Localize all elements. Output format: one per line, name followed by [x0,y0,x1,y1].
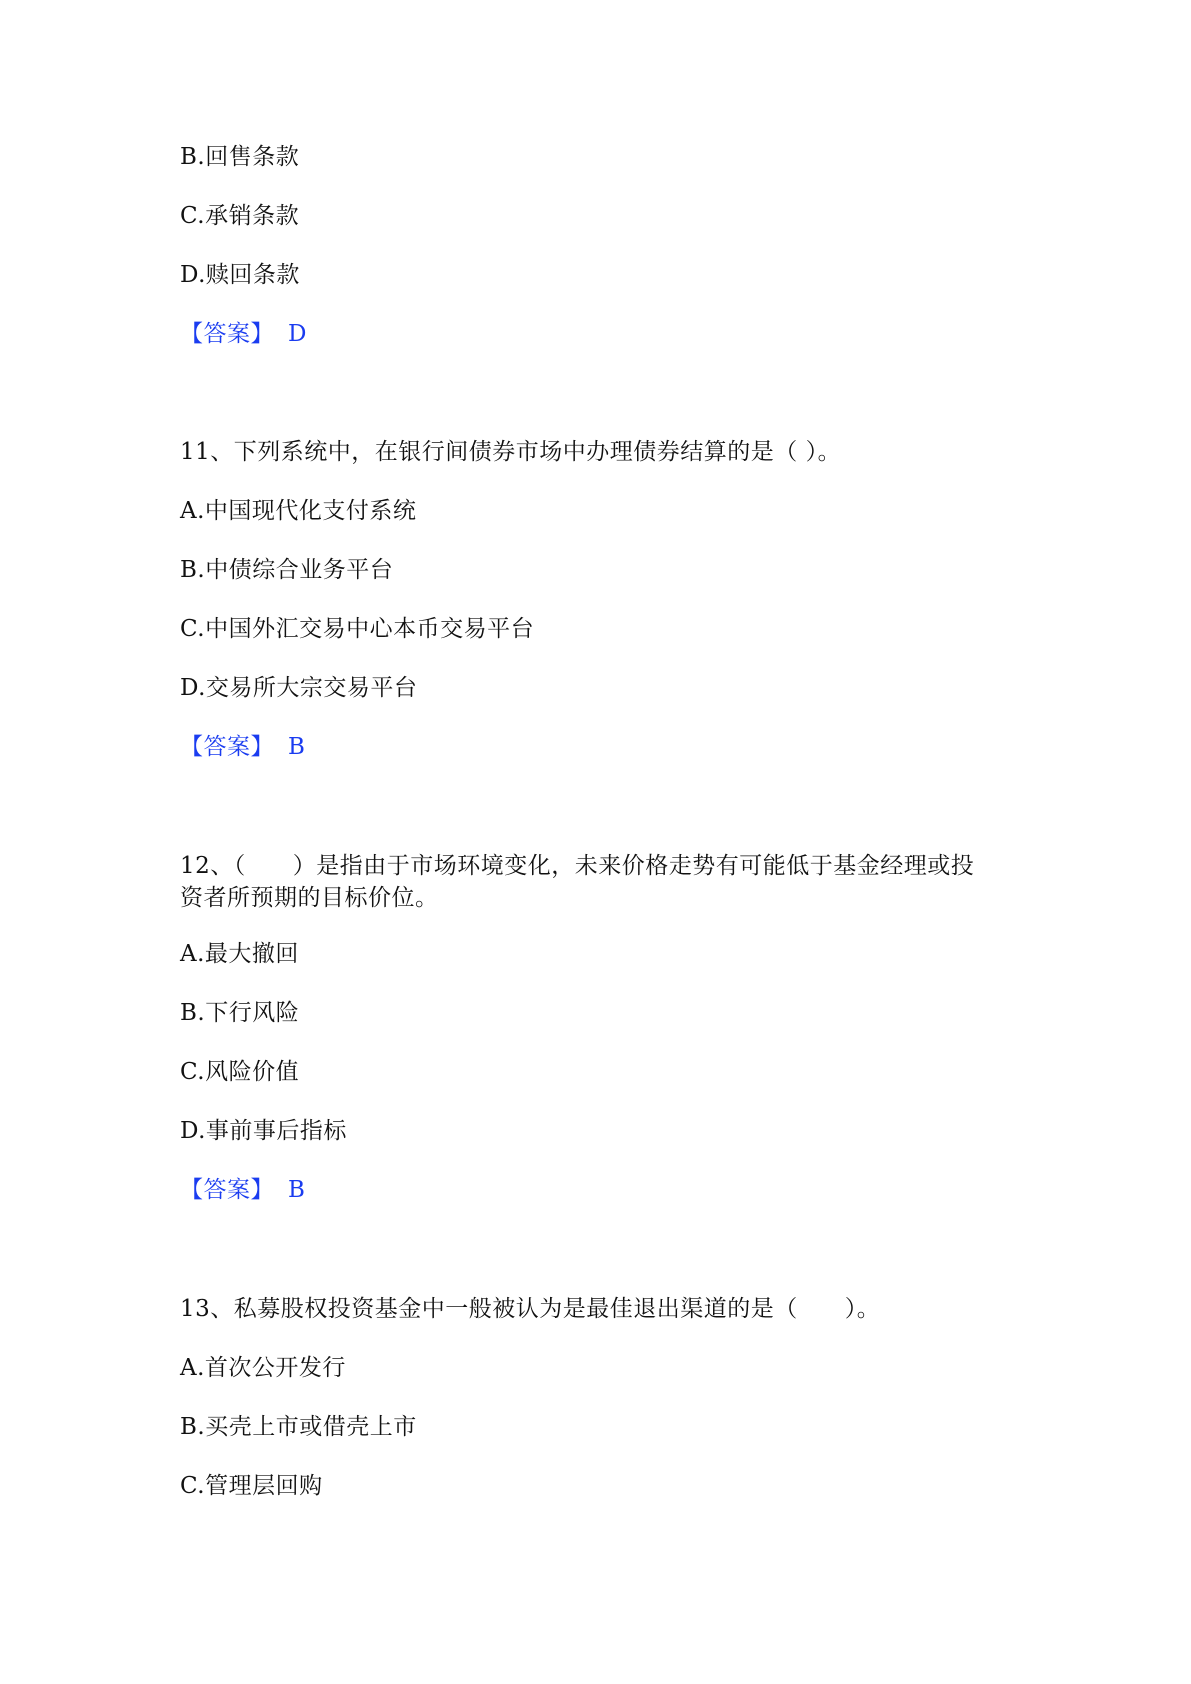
q13-stem: 13、私募股权投资基金中一般被认为是最佳退出渠道的是（ ）。 [180,1296,881,1322]
q12-option-c: C.风险价值 [180,1059,300,1085]
q11-option-d: D.交易所大宗交易平台 [180,675,418,701]
answer-value: B [288,734,306,760]
q12-option-b: B.下行风险 [180,1000,300,1026]
q13-option-a: A.首次公开发行 [180,1355,346,1381]
q12-option-a: A.最大撤回 [180,941,299,967]
q11-option-b: B.中债综合业务平台 [180,557,394,583]
q10-option-c: C.承销条款 [180,203,300,229]
q12-stem-line-1: 12、（ ）是指由于市场环境变化，未来价格走势有可能低于基金经理或投 [180,853,975,879]
q11-stem: 11、下列系统中，在银行间债券市场中办理债券结算的是（ ）。 [180,439,842,465]
answer-label: 【答案】 [180,1177,274,1203]
q11-option-c: C.中国外汇交易中心本币交易平台 [180,616,535,642]
q10-option-d: D.赎回条款 [180,262,300,288]
q13-option-c: C.管理层回购 [180,1473,323,1499]
q12-answer [180,1175,305,1205]
answer-value: B [288,1177,306,1203]
q11-answer [180,732,305,762]
q11-option-a: A.中国现代化支付系统 [180,498,417,524]
answer-value: D [288,321,307,347]
q12-option-d: D.事前事后指标 [180,1118,347,1144]
answer-label: 【答案】 [180,321,274,347]
answer-label: 【答案】 [180,734,274,760]
q10-option-b: B.回售条款 [180,144,300,170]
q13-option-b: B.买壳上市或借壳上市 [180,1414,417,1440]
q12-stem-line-2: 资者所预期的目标价位。 [180,885,439,911]
q10-answer [180,319,307,349]
